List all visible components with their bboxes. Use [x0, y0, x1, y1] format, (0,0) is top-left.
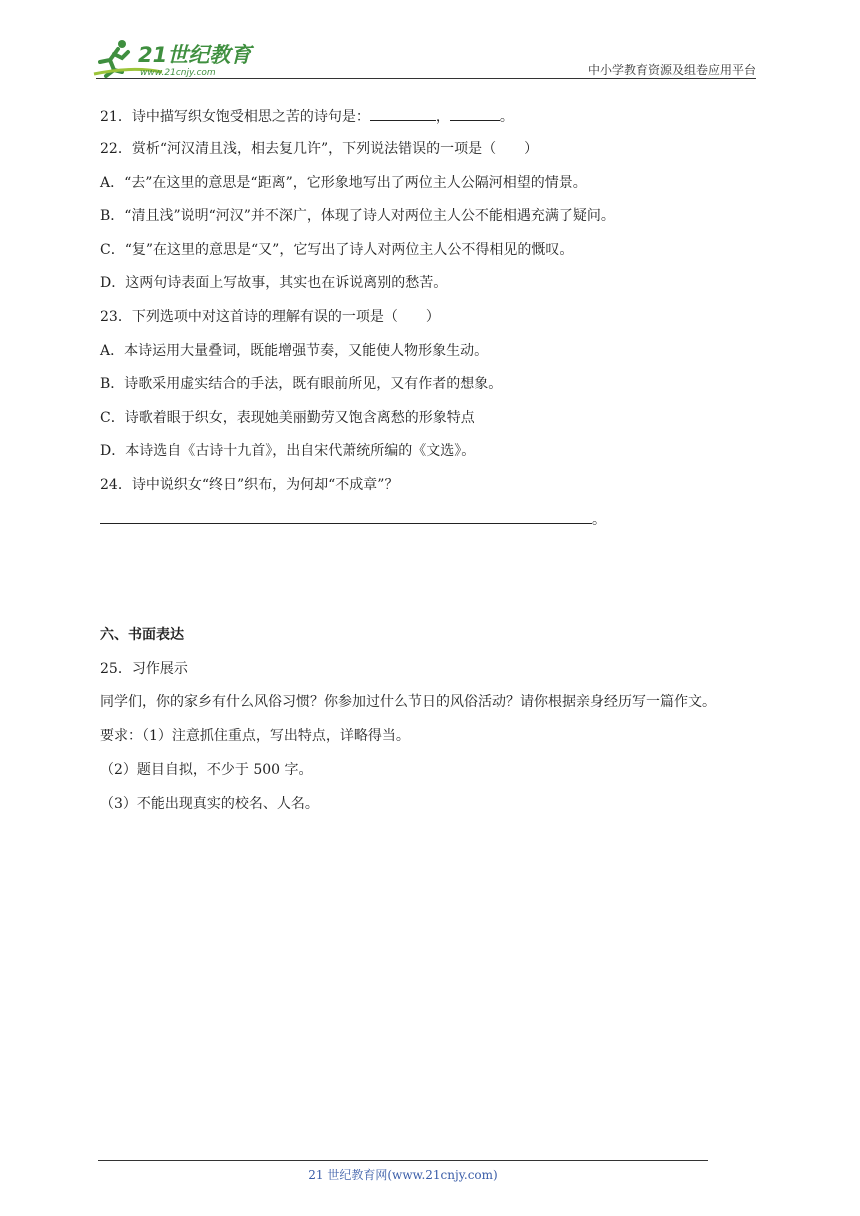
q22-option-d: D．这两句诗表面上写故事，其实也在诉说离别的愁苦。 [100, 275, 448, 291]
question-23-stem: 23．下列选项中对这首诗的理解有误的一项是（ ） [100, 309, 440, 325]
q24-end: 。 [592, 512, 606, 528]
q25-requirement-1: 要求：（1）注意抓住重点，写出特点，详略得当。 [100, 728, 410, 744]
logo-title: 21世纪教育 [138, 43, 252, 67]
q23-option-a: A．本诗运用大量叠词，既能增强节奏，又能使人物形象生动。 [100, 343, 489, 359]
q21-separator: ， [435, 109, 450, 125]
q22-option-c: C．“复”在这里的意思是“又”，它写出了诗人对两位主人公不得相见的慨叹。 [100, 242, 574, 258]
site-logo [92, 36, 262, 80]
header-divider [96, 78, 756, 79]
answer-blank-3 [100, 509, 592, 524]
logo-url: www.21cnjy.com [140, 68, 216, 78]
footer-text: 21 世纪教育网(www.21cnjy.com) [308, 1168, 498, 1182]
question-25-stem: 25．习作展示 [100, 661, 188, 677]
q23-option-c: C．诗歌着眼于织女，表现她美丽勤劳又饱含离愁的形象特点 [100, 410, 475, 426]
question-22-stem: 22．赏析“河汉清且浅，相去复几许”，下列说法错误的一项是（ ） [100, 141, 539, 157]
question-24-stem: 24．诗中说织女“终日”织布，为何却“不成章”？ [100, 477, 399, 493]
q24-answer-line [100, 509, 606, 530]
question-21 [100, 106, 514, 127]
platform-name: 中小学教育资源及组卷应用平台 [587, 63, 756, 77]
q25-requirement-3: （3）不能出现真实的校名、人名。 [100, 796, 319, 812]
q22-option-a: A．“去”在这里的意思是“距离”，它形象地写出了两位主人公隔河相望的情景。 [100, 175, 587, 191]
answer-blank-1 [370, 106, 436, 121]
section-title: 六、书面表达 [100, 627, 184, 643]
q23-option-b: B．诗歌采用虚实结合的手法，既有眼前所见，又有作者的想象。 [100, 376, 503, 392]
q25-prompt: 同学们，你的家乡有什么风俗习惯？你参加过什么节日的风俗活动？请你根据亲身经历写一篇作文。 [100, 694, 716, 710]
q25-requirement-2: （2）题目自拟，不少于 500 字。 [100, 762, 313, 778]
q21-end: 。 [499, 109, 514, 125]
page-header [0, 0, 860, 90]
footer-divider [98, 1160, 708, 1161]
q22-option-b: B．“清且浅”说明“河汉”并不深广，体现了诗人对两位主人公不能相遇充满了疑问。 [100, 208, 615, 224]
q21-text: 21．诗中描写织女饱受相思之苦的诗句是： [100, 109, 370, 125]
answer-blank-2 [450, 106, 500, 121]
q23-option-d: D．本诗选自《古诗十九首》，出自宋代萧统所编的《文选》。 [100, 443, 476, 459]
